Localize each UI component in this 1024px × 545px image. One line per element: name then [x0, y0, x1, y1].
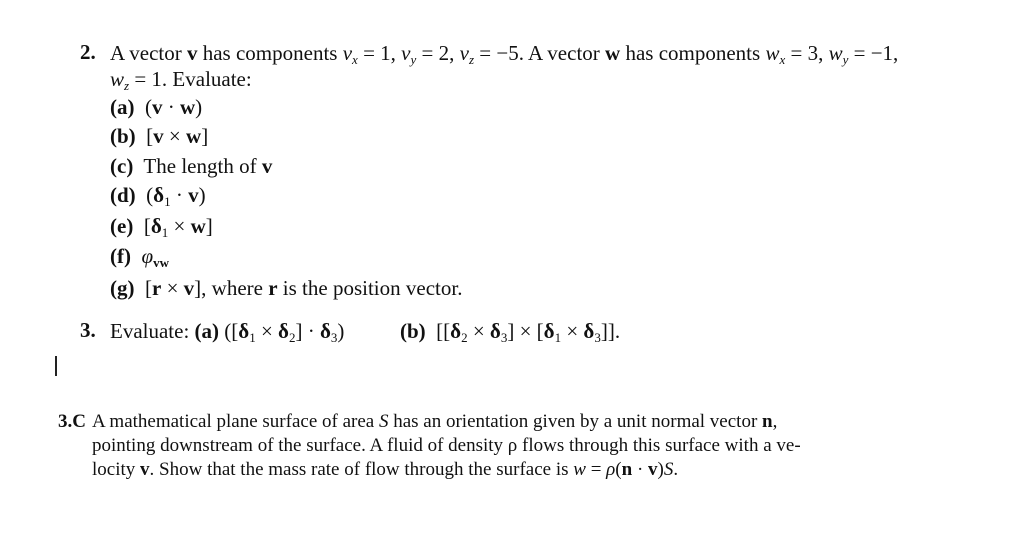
problem-3-a-label: (a): [194, 319, 220, 343]
item-e-label: (e): [110, 214, 134, 238]
item-g-label: (g): [110, 276, 135, 300]
text-cursor: [55, 356, 57, 376]
item-d: (d) $(\delta_1 \cdot v)$: [110, 183, 206, 209]
problem-3c-line-1: A mathematical plane surface of area S has an orientation given by a unit normal vector n,: [92, 411, 778, 432]
item-f-label: (f): [110, 244, 131, 268]
item-c: (c) The length of v: [110, 154, 273, 178]
item-a: (a) (v · w): [110, 95, 203, 119]
problem-3c-line-3: locity v. Show that the mass rate of flow through the surface is w = ρ(n · v)S.: [92, 459, 679, 480]
problem-3-number: 3.: [80, 318, 96, 342]
problem-2-intro-cont: $w_z = 1$. Evaluate:: [110, 67, 252, 93]
problem-3c-number: 3.C: [58, 411, 86, 432]
item-g: (g) [r × v], where r is the position vector.: [110, 276, 463, 300]
item-a-label: (a): [110, 95, 135, 119]
problem-3-b: (b) $[[\delta_2 \times \delta_3] \times [\delta_1 \times \delta_3]]$.: [400, 319, 621, 345]
problem-3-label: Evaluate:: [110, 319, 190, 343]
item-f: (f) φvw: [110, 244, 169, 270]
item-c-label: (c): [110, 154, 134, 178]
problem-3-text: Evaluate: (a) $([\delta_1 \times \delta_2] \cdot \delta_3)$: [110, 319, 345, 345]
item-d-label: (d): [110, 183, 136, 207]
item-e: (e) $[\delta_1 \times w]$: [110, 214, 213, 240]
problem-3c-line-2: pointing downstream of the surface. A fluid of density ρ flows through this surface with a ve-: [92, 435, 801, 456]
problem-2-intro: A vector v has components $v_x = 1$, $v_y = 2$, $v_z = -5$. A vector w has components $w_x = 3$, $w_y = -1$,: [110, 41, 899, 67]
item-b-label: (b): [110, 124, 136, 148]
problem-2-number: 2.: [80, 40, 96, 64]
item-b: (b) [v × w]: [110, 124, 209, 148]
problem-3-b-label: (b): [400, 319, 426, 343]
